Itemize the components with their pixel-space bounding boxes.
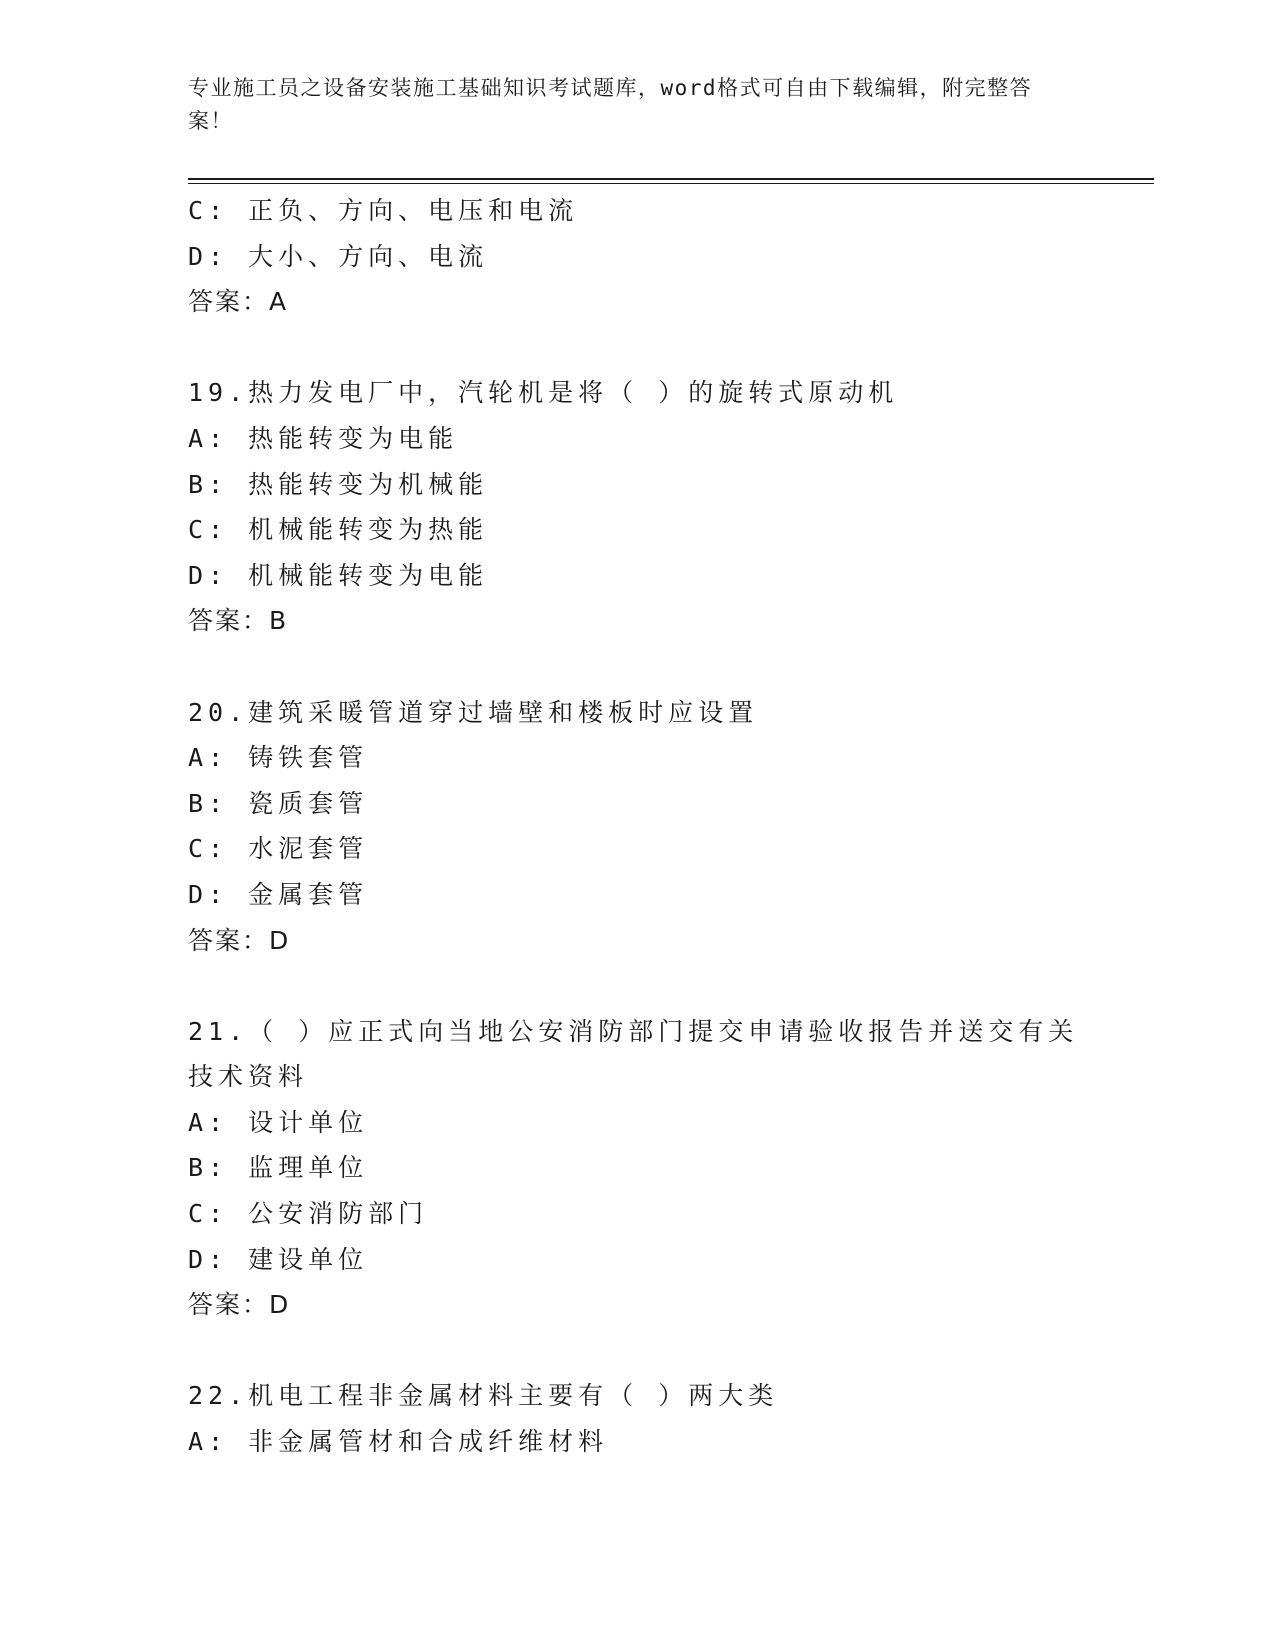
option-text: 公安消防部门 [248,1199,429,1229]
spacer [188,963,1088,1009]
option-label: A: [188,1427,229,1457]
option-text: 机械能转变为电能 [248,560,489,590]
option-label: C: [188,834,229,864]
option-d [188,553,1088,599]
answer-line: 答案：D [188,925,291,955]
option-text: 非金属管材和合成纤维材料 [248,1427,609,1457]
question-stem: 20.建筑采暖管道穿过墙壁和楼板时应设置 [188,697,759,727]
option-text: 金属套管 [248,879,369,909]
question-stem: 21.（ ）应正式向当地公安消防部门提交申请验收报告并送交有关技术资料 [188,1016,1079,1092]
option-text: 监理单位 [248,1153,369,1183]
option-c [188,826,1088,872]
option-text: 机械能转变为热能 [248,515,489,545]
option-label: A: [188,743,229,773]
option-label: C: [188,1199,229,1229]
option-c [188,1191,1088,1237]
spacer [188,325,1088,371]
option-b [188,1145,1088,1191]
option-a [188,416,1088,462]
option-b [188,781,1088,827]
option-text: 水泥套管 [248,834,369,864]
option-label: D: [188,879,229,909]
option-label: B: [188,788,229,818]
answer-line: 答案：D [188,1290,291,1320]
option-label: D: [188,560,229,590]
option-d [188,872,1088,918]
spacer [188,1328,1088,1374]
option-text: 设计单位 [248,1107,369,1137]
option-b [188,462,1088,508]
document-header [188,72,1068,138]
option-d [188,234,1088,280]
question-21 [188,1009,1088,1328]
option-a [188,1100,1088,1146]
header-divider-thin [188,183,1154,184]
question-19 [188,370,1088,644]
question-list [188,188,1088,1465]
option-label: A: [188,423,229,453]
spacer [188,644,1088,690]
option-label: D: [188,241,229,271]
header-divider-thick [188,178,1154,180]
option-text: 正负、方向、电压和电流 [248,196,579,225]
option-c [188,507,1088,553]
option-text: 大小、方向、电流 [248,241,489,271]
option-label: C: [188,515,229,545]
option-label: D: [188,1244,229,1274]
option-text: 铸铁套管 [248,743,369,773]
answer-line: 答案：A [188,287,289,317]
option-text: 热能转变为电能 [248,423,459,453]
question-stem: 19.热力发电厂中，汽轮机是将（ ）的旋转式原动机 [188,378,899,408]
question-20 [188,690,1088,964]
option-a [188,1419,1088,1465]
option-text: 热能转变为机械能 [248,469,489,499]
option-label: C: [188,196,229,225]
header-title: 专业施工员之设备安装施工基础知识考试题库，word格式可自由下载编辑，附完整答案！ [188,76,1033,133]
option-d [188,1237,1088,1283]
question-22 [188,1373,1088,1464]
option-text: 建设单位 [248,1244,369,1274]
answer-line: 答案：B [188,606,289,636]
option-label: B: [188,469,229,499]
option-label: B: [188,1153,229,1183]
option-c [188,188,1088,234]
option-a [188,735,1088,781]
question-stem: 22.机电工程非金属材料主要有（ ）两大类 [188,1381,779,1411]
option-text: 瓷质套管 [248,788,369,818]
option-label: A: [188,1107,229,1137]
